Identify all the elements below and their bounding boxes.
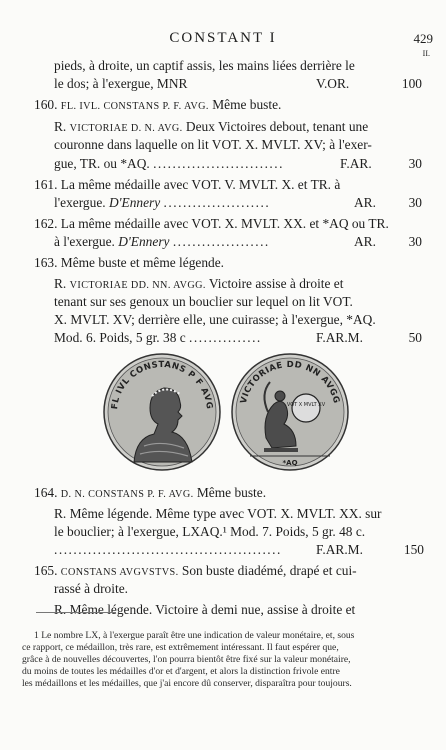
page-header-title: CONSTANT I [169,30,277,46]
footnote-line: les médaillons et les médailles, que j'ai encore dû conserver, disparaîtra pour toujours. [22,678,352,689]
entry-number: 163. [34,255,58,270]
entry-160: 160. FL. IVL. CONSTANS P. F. AVG. Même buste. [34,97,282,112]
reverse-legend: VICTORIAE DD. NN. AVGG. [69,280,206,291]
reverse-line: R. Même légende. Victoire à demi nue, assise à droite et [54,602,356,617]
entry-163: 163. Même buste et même légende. [34,255,225,270]
metal-grade: AR. [354,234,376,249]
page-number: 429 [413,31,433,46]
collection-name: D'Ennery [118,234,170,249]
entry-line: pieds, à droite, un captif assis, les mains liées derrière le [54,58,355,73]
entry-line: à l'exergue. D'Ennery .................... [54,234,270,249]
reverse-line: R. VICTORIAE D. N. AVG. Deux Victoires debout, tenant une [54,119,369,134]
price: 100 [401,76,422,91]
obverse-legend: FL. IVL. CONSTANS P. F. AVG. [60,101,209,112]
coin-illustration [100,350,352,474]
entry-number: 160. [34,97,58,112]
entry-line: le dos; à l'exergue, MNR [54,76,188,91]
reverse-coin [232,354,348,470]
reverse-mark: R. [54,602,67,617]
reverse-mark: R. [54,506,67,521]
metal-grade: F.AR.M. [316,542,363,557]
shield-inscription: VOT X MVLT XV [286,402,326,408]
entry-line: l'exergue. D'Ennery ...................... [54,195,271,210]
signature-mark: II. [422,49,430,58]
entry-165: 165. CONSTANS AVGVSTVS. Son buste diadémé, drapé et cui- [34,563,357,578]
entry-164: 164. D. N. CONSTANS P. F. AVG. Même buste. [34,485,267,500]
price: 150 [403,542,424,557]
entry-161: 161. La même médaille avec VOT. V. MVLT. X. et TR. à [34,177,341,192]
price: 30 [408,156,422,171]
entry-line: ............................................... [54,542,282,557]
entry-line: Mod. 6. Poids, 5 gr. 38 c ............... [54,330,262,345]
price: 30 [408,234,422,249]
entry-line: gue, TR. ou *AQ. ........................... [54,156,284,171]
obverse-legend: D. N. CONSTANS P. F. AVG. [60,489,194,500]
coin-exergue: *AQ [282,459,298,467]
reverse-line: R. VICTORIAE DD. NN. AVGG. Victoire assise à droite et [54,276,344,291]
entry-line: couronne dans laquelle on lit VOT. X. MVLT. XV; à l'exer- [54,137,372,152]
reverse-coin-legend: VICTORIAE DD NN AVGG [238,359,342,405]
metal-grade: AR. [354,195,376,210]
obverse-coin-legend: FL IVL CONSTANS P F AVG [110,359,215,410]
reverse-line: R. Même légende. Même type avec VOT. X. MVLT. XX. sur [54,506,382,521]
metal-grade: F.AR.M. [316,330,363,345]
collection-name: D'Ennery [108,195,161,210]
entry-line: le bouclier; à l'exergue, LXAQ.¹ Mod. 7. Poids, 5 gr. 48 c. [54,524,366,539]
footnote-line: du moins de toutes les médailles d'or et d'argent, et alors la distinction frivole entre [22,666,340,677]
metal-grade: F.AR. [340,156,372,171]
price: 50 [408,330,422,345]
entry-number: 165. [34,563,58,578]
entry-line: tenant sur ses genoux un bouclier sur lequel on lit VOT. [54,294,353,309]
footnote-rule [36,612,116,613]
reverse-mark: R. [54,119,67,134]
reverse-legend: VICTORIAE D. N. AVG. [69,123,183,134]
obverse-legend: CONSTANS AVGVSTVS. [60,567,179,578]
obverse-coin [104,354,220,470]
entry-number: 164. [34,485,58,500]
entry-162: 162. La même médaille avec VOT. X. MVLT. XX. et *AQ ou TR. [34,216,389,231]
entry-number: 162. [34,216,58,231]
metal-grade: V.OR. [316,76,350,91]
price: 30 [408,195,422,210]
footnote-line: ce rapport, ce médaillon, très rare, est extrêmement intéressant. Il faut espérer que, [22,642,339,653]
footnote-line: grâce à de nouvelles découvertes, l'on pourra bientôt être fixé sur la valeur monétaire, [22,654,351,665]
entry-line: X. MVLT. XV; derrière elle, une cuirasse; à l'exergue, *AQ. [54,312,376,327]
entry-number: 161. [34,177,58,192]
entry-line: rassé à droite. [54,581,128,596]
reverse-mark: R. [54,276,67,291]
footnote-line: 1 Le nombre LX, à l'exergue paraît être une indication de valeur monétaire, et, sous [34,630,355,641]
